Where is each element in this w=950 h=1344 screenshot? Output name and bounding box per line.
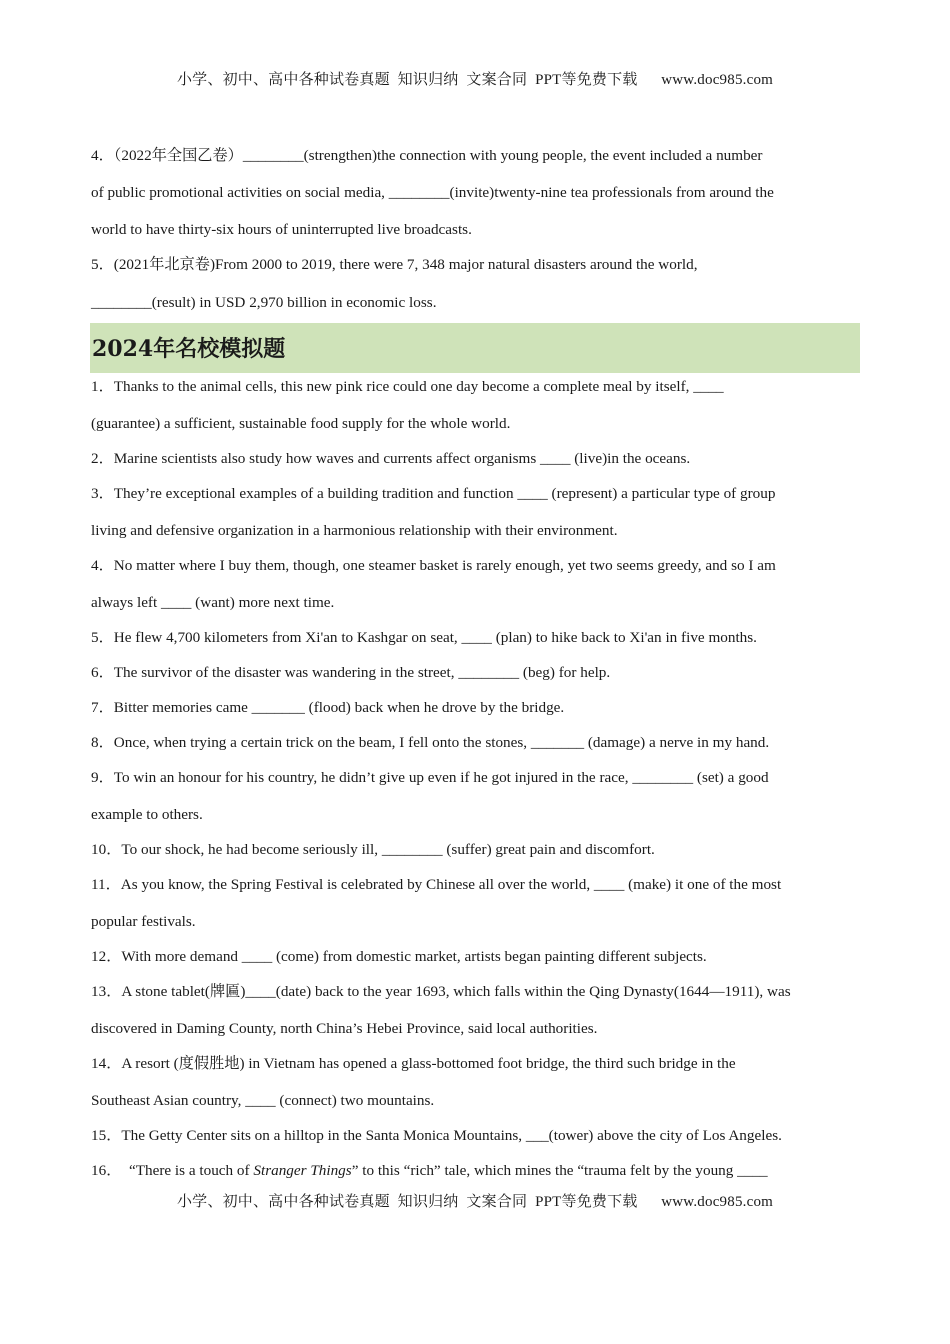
question-line: (guarantee) a sufficient, sustainable food supply for the whole world. (91, 415, 511, 432)
question-line: 10．To our shock, he had become seriously ill, ________ (suffer) great pain and discomfort. (91, 841, 655, 858)
text-line: ________(result) in USD 2,970 billion in economic loss. (91, 294, 437, 311)
question-line: popular festivals. (91, 913, 196, 930)
question-line: 1．Thanks to the animal cells, this new pink rice could one day become a complete meal by itself, ____ (91, 378, 724, 395)
question-line: 9．To win an honour for his country, he didn’t give up even if he got injured in the race, ________ (set) a good (91, 769, 769, 786)
text-line: world to have thirty-six hours of uninterrupted live broadcasts. (91, 221, 472, 238)
question-line: 11．As you know, the Spring Festival is celebrated by Chinese all over the world, ____ (make) it one of the most (91, 876, 782, 893)
section-title: 2024年名校模拟题 (92, 336, 286, 362)
question-line: 4．No matter where I buy them, though, one steamer basket is rarely enough, yet two seems greedy, and so I am (91, 557, 776, 574)
page-footer: 小学、初中、高中各种试卷真题 知识归纳 文案合同 PPT等免费下载 www.doc985.com (176, 1194, 774, 1210)
question-line: 8．Once, when trying a certain trick on the beam, I fell onto the stones, _______ (damage) a nerve in my hand. (91, 734, 770, 751)
question-line: 14．A resort (度假胜地) in Vietnam has opened a glass-bottomed foot bridge, the third such bridge in the (91, 1055, 736, 1072)
question-line (91, 1161, 768, 1181)
question-line: 12．With more demand ____ (come) from domestic market, artists began painting different subjects. (91, 948, 707, 965)
question-line: 2．Marine scientists also study how waves and currents affect organisms ____ (live)in the oceans. (91, 450, 691, 467)
question-text: 16． “There is a touch of (91, 1162, 254, 1179)
italic-title: Stranger Things (253, 1162, 352, 1179)
question-line: discovered in Daming County, north China’s Hebei Province, said local authorities. (91, 1020, 598, 1037)
question-line: example to others. (91, 806, 203, 823)
text-line: 5．(2021年北京卷)From 2000 to 2019, there were 7, 348 major natural disasters around the world, (91, 256, 698, 273)
question-line: Southeast Asian country, ____ (connect) two mountains. (91, 1092, 435, 1109)
question-line: living and defensive organization in a harmonious relationship with their environment. (91, 522, 618, 539)
text-line: 4．（2022年全国乙卷）________(strengthen)the connection with young people, the event included a number (91, 147, 763, 164)
question-line: always left ____ (want) more next time. (91, 594, 335, 611)
text-line: of public promotional activities on social media, ________(invite)twenty-nine tea professionals from around the (91, 184, 774, 201)
question-line: 5．He flew 4,700 kilometers from Xi'an to Kashgar on seat, ____ (plan) to hike back to Xi'an in five months. (91, 629, 757, 646)
section-heading-band (90, 323, 860, 373)
page-header: 小学、初中、高中各种试卷真题 知识归纳 文案合同 PPT等免费下载 www.doc985.com (176, 72, 774, 88)
question-line: 3．They’re exceptional examples of a building tradition and function ____ (represent) a particular type of group (91, 485, 776, 502)
question-line: 7．Bitter memories came _______ (flood) back when he drove by the bridge. (91, 699, 565, 716)
question-text: ” to this “rich” tale, which mines the “trauma felt by the young ____ (351, 1162, 768, 1179)
question-line: 15．The Getty Center sits on a hilltop in the Santa Monica Mountains, ___(tower) above the city of Los Angeles. (91, 1127, 782, 1144)
question-line: 6．The survivor of the disaster was wandering in the street, ________ (beg) for help. (91, 664, 611, 681)
question-line: 13．A stone tablet(牌匾)____(date) back to the year 1693, which falls within the Qing Dynasty(1644—1911), was (91, 983, 791, 1000)
